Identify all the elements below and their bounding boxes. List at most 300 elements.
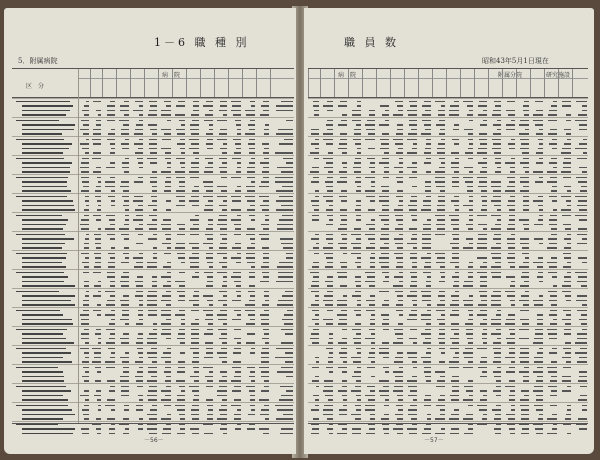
table-cell [220,105,227,107]
table-cell [81,190,89,192]
table-cell [93,143,101,145]
table-cell [83,133,89,135]
table-cell [551,257,557,259]
table-cell [371,253,375,255]
table-cell [491,272,501,274]
table-cell [81,162,89,164]
table-cell [435,101,445,103]
table-cell [125,219,129,221]
table-cell [407,319,417,321]
table-cell [438,338,445,340]
table-cell [454,281,459,283]
table-cell [165,234,171,236]
table-cell [179,186,185,188]
table-cell [149,418,157,420]
table-cell [250,352,255,354]
table-cell [427,219,431,221]
table-cell [147,266,157,268]
table-cell [327,101,333,103]
table-cell [408,205,417,207]
table-cell [365,177,375,179]
table-cell [507,177,515,179]
table-cell [147,424,157,426]
table-cell [108,196,115,198]
table-cell [217,139,227,141]
table-cell [219,386,227,388]
table-cell [355,418,361,420]
table-cell [385,120,389,122]
table-cell [152,133,157,135]
table-cell [491,319,501,321]
table-cell [279,262,293,264]
table-cell [547,247,557,249]
table-cell [424,367,431,369]
row-label [22,276,68,278]
table-cell [494,152,501,154]
table-cell [426,171,431,173]
table-cell [166,209,171,211]
table-cell [82,361,89,363]
table-cell [260,114,269,116]
table-cell [176,190,185,192]
table-cell [393,428,403,430]
table-cell [84,266,89,268]
table-cell [357,399,361,401]
table-cell [263,276,269,278]
table-cell [338,390,347,392]
table-cell [440,129,445,131]
table-cell [370,243,375,245]
table-cell [326,186,333,188]
table-cell [491,181,501,183]
row-label [22,361,72,363]
table-cell [204,171,213,173]
table-cell [342,338,347,340]
table-cell [357,148,361,150]
table-cell [205,234,213,236]
table-cell [380,148,389,150]
table-cell [263,200,269,202]
table-cell [207,300,213,302]
table-cell [520,243,529,245]
table-cell [92,139,101,141]
row-label [22,357,63,359]
table-cell [563,367,571,369]
table-cell [508,418,515,420]
table-cell [509,352,515,354]
table-cell [106,167,115,169]
table-cell [380,139,389,141]
table-cell [85,238,89,240]
table-cell [179,329,185,331]
table-cell [370,257,375,259]
table-cell [561,196,571,198]
table-cell [426,139,431,141]
table-cell [120,110,129,112]
table-cell [483,319,487,321]
table-cell [562,105,571,107]
table-cell [412,266,417,268]
table-cell [453,285,459,287]
table-cell [423,228,431,230]
table-cell [421,333,431,335]
table-cell [219,158,227,160]
table-cell [384,167,389,169]
table-cell [535,124,543,126]
row-label [22,314,63,316]
table-cell [81,253,89,255]
table-cell [482,167,487,169]
table-cell [151,376,157,378]
table-cell [468,276,473,278]
table-cell [247,333,255,335]
table-cell [424,162,431,164]
table-cell [421,357,431,359]
table-cell [384,300,389,302]
table-cell [259,367,269,369]
table-cell [217,390,227,392]
table-cell [549,266,557,268]
table-cell [106,342,115,344]
table-cell [313,395,319,397]
table-cell [511,234,515,236]
table-cell [121,395,129,397]
table-cell [93,129,101,131]
table-cell [482,418,487,420]
row-label [22,399,68,401]
table-cell [505,291,515,293]
table-cell [567,205,571,207]
right-header-group-1: 病 院 [338,72,357,79]
table-cell [147,352,157,354]
table-cell [260,205,269,207]
table-cell [236,171,241,173]
table-cell [582,405,587,407]
table-cell [368,148,375,150]
table-cell [491,253,501,255]
table-cell [549,243,557,245]
table-cell [505,357,515,359]
table-cell [397,190,403,192]
table-cell [147,300,157,302]
table-cell [249,276,255,278]
table-cell [190,219,199,221]
table-cell [136,342,143,344]
table-cell [537,314,543,316]
table-cell [547,367,557,369]
table-cell [371,333,375,335]
table-cell [520,319,529,321]
table-cell [408,414,417,416]
table-cell [534,338,543,340]
table-cell [194,395,199,397]
table-cell [85,257,89,259]
table-cell [206,101,213,103]
table-cell [165,181,171,183]
table-cell [466,333,473,335]
table-cell [369,329,375,331]
table-cell [562,285,571,287]
table-cell [193,352,199,354]
table-cell [478,238,487,240]
table-cell [137,386,143,388]
table-cell [563,266,571,268]
table-cell [80,129,89,131]
table-cell [217,224,227,226]
table-cell [520,139,529,141]
table-cell [577,234,587,236]
table-cell [452,376,459,378]
row-label [22,295,75,297]
table-cell [441,428,445,430]
table-cell [567,405,571,407]
table-cell [423,272,431,274]
table-cell [439,133,445,135]
table-cell [575,120,587,122]
table-cell [491,247,501,249]
table-cell [396,196,403,198]
table-cell [437,148,445,150]
table-cell [561,152,571,154]
table-cell [105,186,115,188]
table-cell [325,395,333,397]
table-cell [105,361,115,363]
table-cell [231,276,241,278]
table-cell [426,323,431,325]
table-cell [223,143,227,145]
table-cell [395,228,403,230]
table-cell [357,101,361,103]
table-cell [123,433,129,435]
table-cell [205,114,213,116]
table-cell [365,338,375,340]
table-cell [326,234,333,236]
table-cell [328,243,333,245]
table-cell [564,129,571,131]
table-cell [206,190,213,192]
table-cell [277,167,293,169]
table-cell [355,262,361,264]
table-cell [357,352,361,354]
table-cell [451,428,459,430]
table-cell [339,143,347,145]
table-cell [120,300,129,302]
table-cell [195,319,199,321]
table-cell [341,200,347,202]
table-cell [109,428,115,430]
table-cell [379,262,389,264]
table-cell [105,291,115,293]
table-cell [576,101,587,103]
table-cell [281,243,293,245]
table-cell [329,433,333,435]
table-cell [393,371,403,373]
table-cell [219,110,227,112]
table-cell [399,200,403,202]
table-cell [537,367,543,369]
table-cell [177,224,185,226]
table-cell [578,276,587,278]
table-cell [357,105,361,107]
table-cell [95,367,101,369]
table-cell [163,352,171,354]
table-cell [511,120,515,122]
table-cell [452,139,459,141]
table-cell [508,314,515,316]
table-cell [507,295,515,297]
table-cell [468,310,473,312]
table-cell [507,257,515,259]
table-cell [86,139,89,141]
table-cell [147,158,157,160]
table-cell [510,300,515,302]
table-cell [135,295,143,297]
table-cell [135,152,143,154]
table-cell [357,367,361,369]
table-cell [107,120,115,122]
table-cell [510,333,515,335]
table-cell [451,399,459,401]
table-cell [539,143,543,145]
table-cell [93,295,101,297]
table-cell [315,300,319,302]
left-page-number: －56－ [144,437,164,444]
table-cell [398,110,403,112]
table-cell [108,266,115,268]
table-cell [311,409,319,411]
table-cell [409,314,417,316]
table-cell [167,262,171,264]
table-cell [139,357,143,359]
table-cell [385,110,389,112]
table-cell [453,357,459,359]
table-cell [220,234,227,236]
table-cell [276,418,293,420]
table-cell [263,101,269,103]
table-cell [209,371,213,373]
table-cell [578,200,587,202]
table-cell [425,262,431,264]
table-cell [353,247,361,249]
table-cell [567,190,571,192]
table-cell [250,399,255,401]
table-cell [505,162,515,164]
table-cell [521,418,529,420]
table-cell [139,114,143,116]
table-cell [313,329,319,331]
table-cell [427,310,431,312]
table-cell [326,367,333,369]
table-cell [93,101,101,103]
table-cell [337,314,347,316]
table-cell [313,105,319,107]
table-cell [547,262,557,264]
table-cell [246,386,255,388]
table-cell [454,101,459,103]
table-cell [509,329,515,331]
table-cell [83,310,89,312]
table-cell [220,101,227,103]
table-cell [567,234,571,236]
table-cell [427,253,431,255]
table-cell [365,272,375,274]
table-cell [84,285,89,287]
table-cell [564,281,571,283]
table-cell [552,348,557,350]
table-cell [108,262,115,264]
table-cell [329,219,333,221]
table-cell [164,405,171,407]
table-cell [231,405,241,407]
table-cell [383,357,389,359]
table-cell [536,162,543,164]
table-cell [463,300,473,302]
table-cell [153,234,157,236]
table-cell [337,181,347,183]
table-cell [478,186,487,188]
table-cell [190,124,199,126]
table-cell [138,148,143,150]
table-cell [86,205,89,207]
table-cell [95,190,101,192]
table-cell [161,129,171,131]
table-cell [551,234,557,236]
table-cell [208,323,213,325]
table-cell [548,120,557,122]
table-cell [193,304,199,306]
table-cell [575,342,587,344]
table-cell [328,361,333,363]
table-cell [547,418,557,420]
table-cell [549,224,557,226]
table-cell [167,272,171,274]
table-cell [577,333,587,335]
table-cell [312,266,319,268]
table-cell [107,105,115,107]
table-cell [340,101,347,103]
table-cell [537,276,543,278]
table-cell [177,409,185,411]
table-cell [562,390,571,392]
table-cell [326,209,333,211]
table-cell [329,205,333,207]
row-label [22,390,71,392]
table-cell [138,428,143,430]
table-cell [237,409,241,411]
table-cell [97,371,101,373]
table-cell [438,143,445,145]
table-cell [480,361,487,363]
table-cell [163,219,171,221]
table-cell [407,380,417,382]
table-cell [506,129,515,131]
table-cell [96,247,101,249]
table-cell [423,342,431,344]
table-cell [379,196,389,198]
table-cell [536,409,543,411]
table-cell [356,124,361,126]
table-cell [566,114,571,116]
table-cell [510,266,515,268]
table-cell [167,247,171,249]
table-cell [563,167,571,169]
table-cell [277,228,293,230]
table-cell [122,310,129,312]
table-cell [205,205,213,207]
table-cell [283,158,293,160]
table-cell [164,133,171,135]
table-cell [206,228,213,230]
